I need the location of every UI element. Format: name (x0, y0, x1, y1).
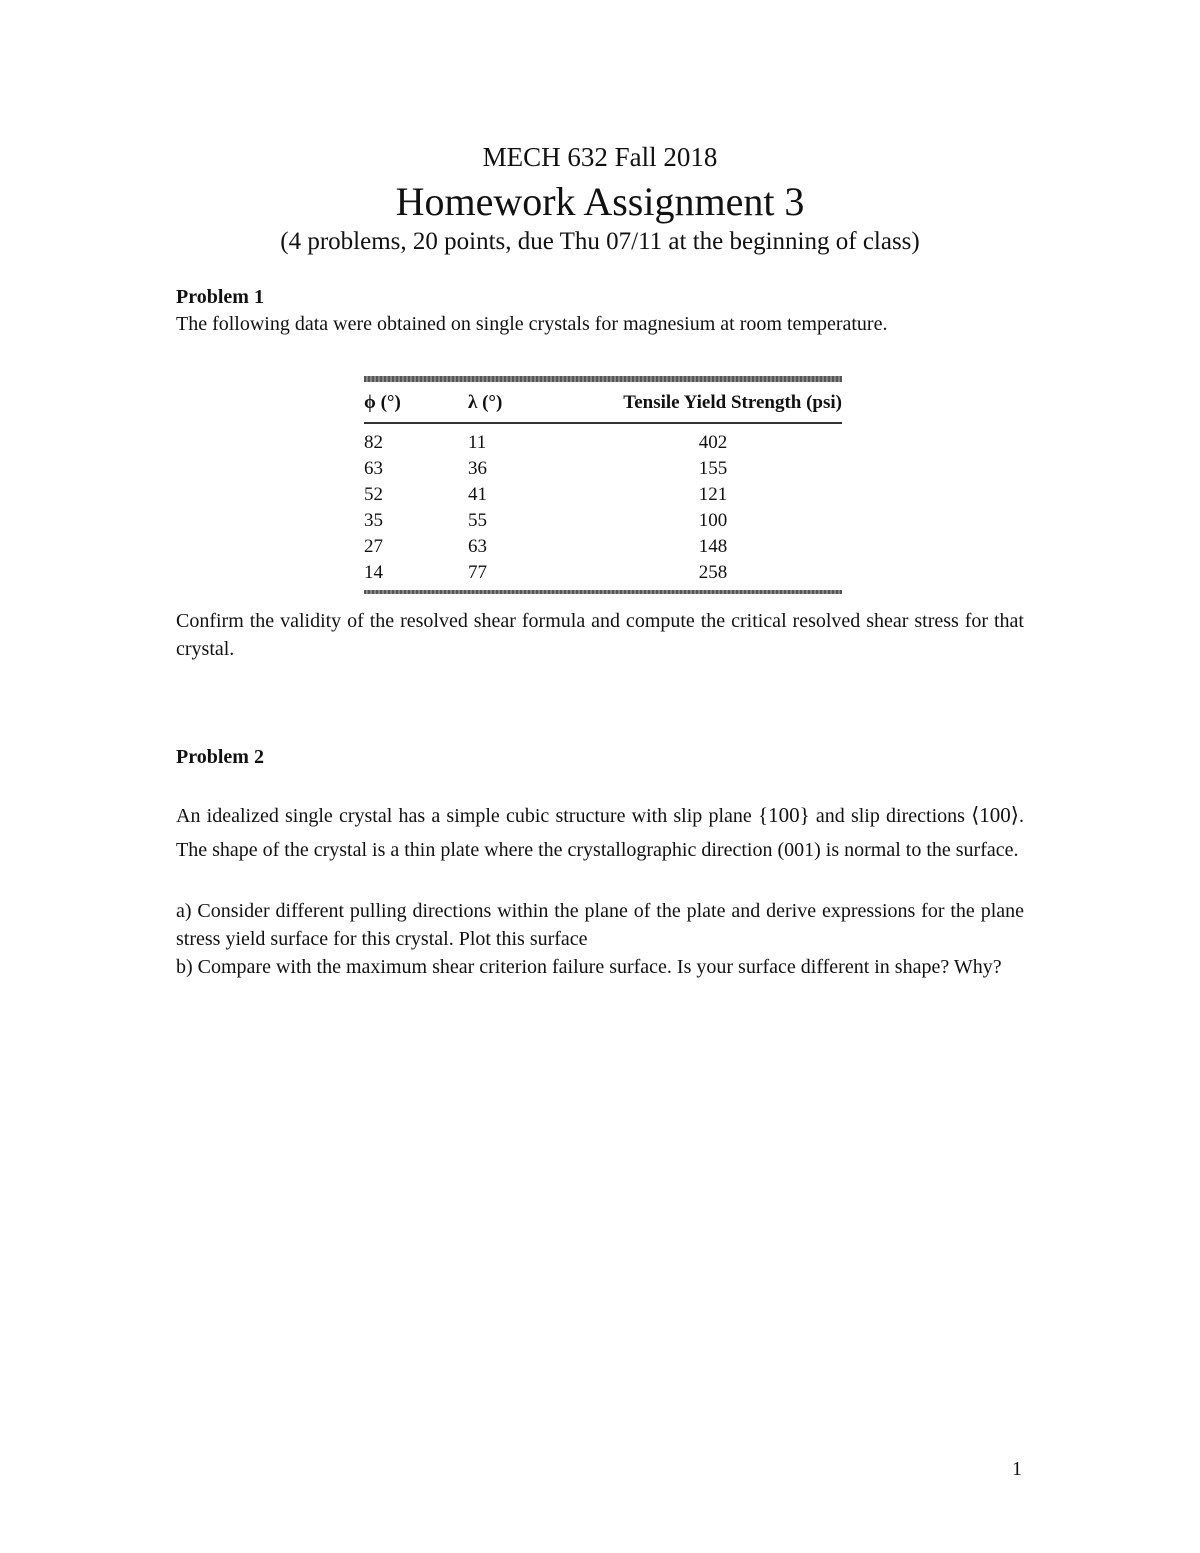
table-row (364, 456, 842, 482)
problem-2-intro-text: . The shape of the crystal is a thin plate where the crystallographic direction (001) is normal to the surface. (176, 805, 1024, 861)
problem-2-intro-text: An idealized single crystal has a simple cubic structure with slip plane (176, 805, 758, 827)
problem-2-intro-text: and slip directions (809, 805, 972, 827)
problem-2-intro (176, 798, 1024, 867)
page-number: 1 (1012, 1458, 1022, 1480)
table-cell: 155 (698, 458, 728, 479)
problem-2-part-b: b) Compare with the maximum shear criterion failure surface. Is your surface different in shape? Why? (176, 956, 1002, 978)
table-cell: 63 (364, 458, 383, 479)
table-row (364, 424, 842, 456)
table-cell: 100 (698, 510, 728, 531)
problem-1-question: Confirm the validity of the resolved shear formula and compute the critical resolved shear stress for that crystal. (176, 610, 1024, 660)
problem-2-part-a: a) Consider different pulling directions within the plane of the plate and derive expressions for the plane stress yield surface for this crystal. Plot this surface (176, 900, 1024, 950)
table-cell: 11 (468, 432, 487, 453)
table-cell: 14 (364, 562, 383, 583)
table-row (364, 534, 842, 560)
slip-direction-notation: ⟨100⟩ (971, 803, 1019, 827)
table-cell: 27 (364, 536, 383, 557)
table-row (364, 560, 842, 590)
table-cell: 121 (698, 484, 728, 505)
page-title: Homework Assignment 3 (395, 179, 805, 224)
problem-1-heading: Problem 1 (176, 286, 264, 308)
table-cell: 258 (698, 562, 728, 583)
table-cell: 402 (698, 432, 728, 453)
column-header-lambda: λ (°) (468, 392, 503, 413)
data-table (364, 376, 842, 594)
table-cell: 52 (364, 484, 383, 505)
course-name: MECH 632 Fall 2018 (482, 142, 718, 172)
table-bottom-rule (364, 590, 842, 594)
assignment-subtitle: (4 problems, 20 points, due Thu 07/11 at the beginning of class) (280, 228, 920, 255)
table-cell: 55 (468, 510, 487, 531)
problem-1-intro: The following data were obtained on single crystals for magnesium at room temperature. (176, 313, 888, 335)
column-header-yield-strength: Tensile Yield Strength (psi) (623, 392, 842, 413)
table-header-row (364, 382, 842, 422)
problem-2-heading: Problem 2 (176, 746, 264, 768)
table-cell: 148 (698, 536, 728, 557)
table-cell: 82 (364, 432, 383, 453)
table-cell: 41 (468, 484, 487, 505)
table-row (364, 482, 842, 508)
table-cell: 36 (468, 458, 487, 479)
table-cell: 35 (364, 510, 383, 531)
column-header-phi: ϕ (°) (364, 392, 401, 413)
slip-plane-notation: {100} (758, 803, 810, 827)
table-row (364, 508, 842, 534)
table-cell: 63 (468, 536, 487, 557)
table-cell: 77 (468, 562, 487, 583)
